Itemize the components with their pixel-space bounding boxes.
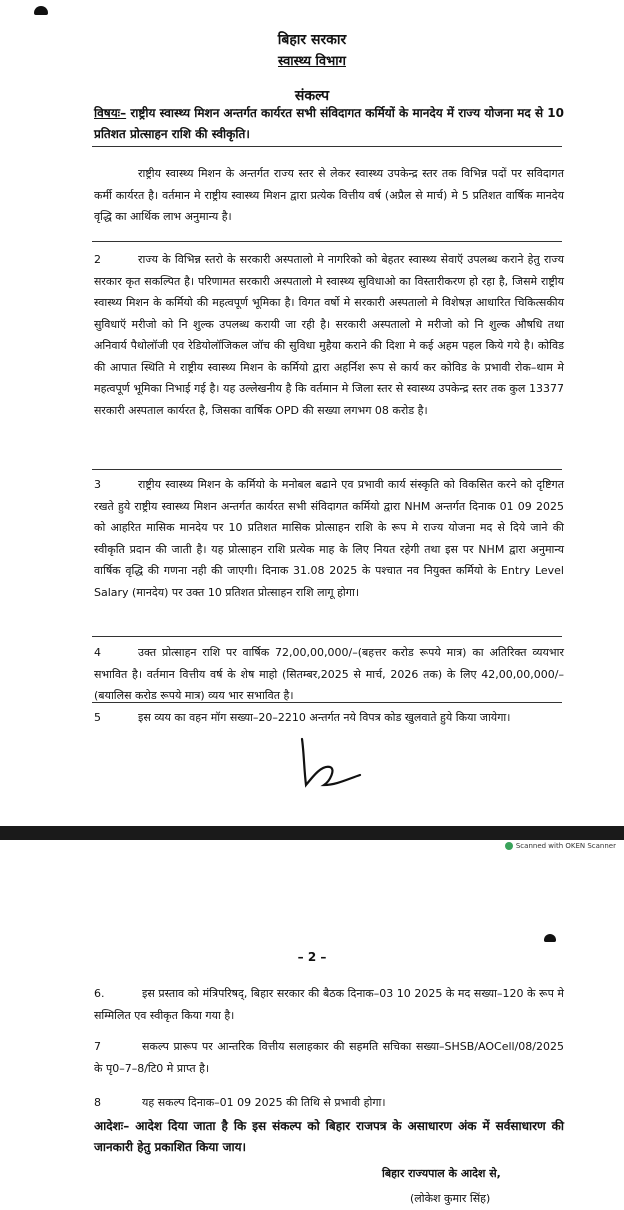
punch-hole-mark bbox=[34, 6, 48, 15]
scanner-watermark bbox=[505, 842, 616, 850]
signature-image bbox=[296, 735, 366, 795]
paragraph-3: राष्ट्रीय स्वास्थ्य मिशन के कर्मियो के मनोबल बढाने एव प्रभावी कार्य संस्कृति को विकसित करने को दृष्टिगत रखते हुये राष्ट्रीय स्वास्थ्य मिशन अन्तर्गत कार्यरत सभी संविदागत कर्मियो द्वारा NHM अन्तर्गत दिनाक 01 09 2025 को आहरित मासिक मानदेय पर 10 प्रतिशत मासिक प्रोत्साहन राशि के रूप मे राज्य योजना मद से दिये जाने की स्वीकृति प्रदान की जाती है। यह प्रोत्साहन राशि प्रत्येक माह के लिए नियत रहेगी तथा इस पर NHM द्वारा अनुमान्य वार्षिक वृद्धि की गणना नही की जाएगी। दिनाक 31.08 2025 के पश्चात नव नियुक्त कर्मियो के Entry Level Salary (मानदेय) पर उक्त 10 प्रतिशत प्रोत्साहन राशि लागू होगा। bbox=[94, 478, 564, 599]
header-government: बिहार सरकार bbox=[277, 32, 347, 48]
paragraph-7-number: 7 bbox=[94, 1040, 101, 1053]
paragraph-2: राज्य के विभिन्न स्तरो के सरकारी अस्पतालो मे नागरिको को बेहतर स्वास्थ्य सेवाऍ उपलब्ध कराने हेतु राज्य सरकार कृत सकल्पित है। परिणामत सरकारी अस्पतालो मे स्वास्थ्य सुविधाओ का विस्तारीकरण हो रहा है, जिसमे राष्ट्रीय स्वास्थ्य मिशन के कर्मियो की महत्वपूर्ण भूमिका है। विगत वर्षो मे सरकारी अस्पतालो मे विशेषज्ञ आधारित चिकित्सकीय सुविधाऍ मरीजो को नि शुल्क उपलब्ध करायी जा रही है। सरकारी अस्पतालो मे मरीजो को नि शुल्क औषधि तथा अनिवार्य पैथोलॉजी एव रेडियोलॉजिकल जॉच की सुविधा मुहैया कराने की दिशा मे कई अहम पहल किये गये है। कोविड की आपात स्थिति मे राष्ट्रीय स्वास्थ्य मिशन के कर्मियो द्वारा अहर्निश रूप से कार्य कर कोविड के प्रभावी रोक–थाम मे महत्वपूर्ण भूमिका निभाई गई है। यह उल्लेखनीय है कि वर्तमान मे जिला स्तर से स्वास्थ्य उपकेन्द्र स्तर तक कुल 13377 सरकारी अस्पताल कार्यरत है, जिसका वार्षिक OPD की सख्या लगभग 08 करोड है। bbox=[94, 253, 564, 417]
subject-underline bbox=[92, 146, 562, 147]
scanner-text: Scanned with OKEN Scanner bbox=[515, 842, 616, 850]
divider-line bbox=[92, 469, 562, 470]
divider-line bbox=[92, 702, 562, 703]
subject-label: विषयः– bbox=[94, 106, 127, 120]
document-title: संकल्प bbox=[294, 88, 330, 104]
document-page-2 bbox=[0, 858, 624, 1205]
order-block bbox=[94, 1116, 564, 1158]
paragraph-6-number: 6. bbox=[94, 987, 105, 1000]
signatory-name: (लोकेश कुमार सिंह) bbox=[410, 1192, 491, 1205]
paragraph-5: इस व्यय का वहन मॉग सख्या–20–2210 अन्तर्गत नये विपत्र कोड खुलवाते हुये किया जायेगा। bbox=[138, 711, 511, 724]
paragraph-4: उक्त प्रोत्साहन राशि पर वार्षिक 72,00,00,000/–(बहत्तर करोड रूपये मात्र) का अतिरिक्त व्ययभार सभावित है। वर्तमान वित्तीय वर्ष के शेष माहो (सितम्बर,2025 से मार्च, 2026 तक) के लिए 42,00,00,000/–(बयालिस करोड रूपये मात्र) व्यय भार सभावित है। bbox=[94, 646, 564, 702]
paragraph-5-number: 5 bbox=[94, 711, 101, 724]
punch-hole-mark bbox=[544, 934, 556, 942]
subject-text: राष्ट्रीय स्वास्थ्य मिशन अन्तर्गत कार्यरत सभी संविदागत कर्मियों के मानदेय में राज्य योजना मद से 10 प्रतिशत प्रोत्साहन राशि की स्वीकृति। bbox=[94, 106, 564, 141]
paragraph-3-number: 3 bbox=[94, 478, 101, 491]
paragraph-8: यह सकल्प दिनाक–01 09 2025 की तिथि से प्रभावी होगा। bbox=[142, 1096, 386, 1109]
divider-line bbox=[92, 636, 562, 637]
order-label: आदेशः– bbox=[94, 1119, 130, 1133]
paragraph-8-number: 8 bbox=[94, 1096, 101, 1109]
divider-line bbox=[92, 241, 562, 242]
subject bbox=[94, 103, 564, 145]
scan-border bbox=[0, 826, 624, 840]
scanner-logo-icon bbox=[505, 842, 513, 850]
governor-order-line: बिहार राज्यपाल के आदेश से, bbox=[382, 1167, 501, 1180]
paragraph-4-number: 4 bbox=[94, 646, 101, 659]
header-department: स्वास्थ्य विभाग bbox=[278, 54, 346, 69]
paragraph-2-number: 2 bbox=[94, 253, 101, 266]
page-number: – 2 – bbox=[297, 950, 327, 964]
paragraph-1: राष्ट्रीय स्वास्थ्य मिशन के अन्तर्गत राज्य स्तर से लेकर स्वास्थ्य उपकेन्द्र स्तर तक विभिन्न पदों पर सविदागत कर्मी कार्यरत है। वर्तमान मे राष्ट्रीय स्वास्थ्य मिशन द्वारा प्रत्येक वित्तीय वर्ष (अप्रैल से मार्च) मे 5 प्रतिशत वार्षिक मानदेय वृद्धि का आर्थिक लाभ अनुमान्य है। bbox=[94, 167, 564, 223]
paragraph-6: इस प्रस्ताव को मंत्रिपरिषद्, बिहार सरकार की बैठक दिनाक–03 10 2025 के मद सख्या–120 के रूप मे सम्मिलित एव स्वीकृत किया गया है। bbox=[94, 987, 564, 1022]
order-text: आदेश दिया जाता है कि इस संकल्प को बिहार राजपत्र के असाधारण अंक में सर्वसाधारण की जानकारी हेतु प्रकाशित किया जाय। bbox=[94, 1119, 564, 1154]
paragraph-7: सकल्प प्रारूप पर आन्तरिक वित्तीय सलाहकार की सहमति सचिका सख्या–SHSB/AOCell/08/2025 के पृ0–7–8/टि0 मे प्राप्त है। bbox=[94, 1040, 564, 1075]
